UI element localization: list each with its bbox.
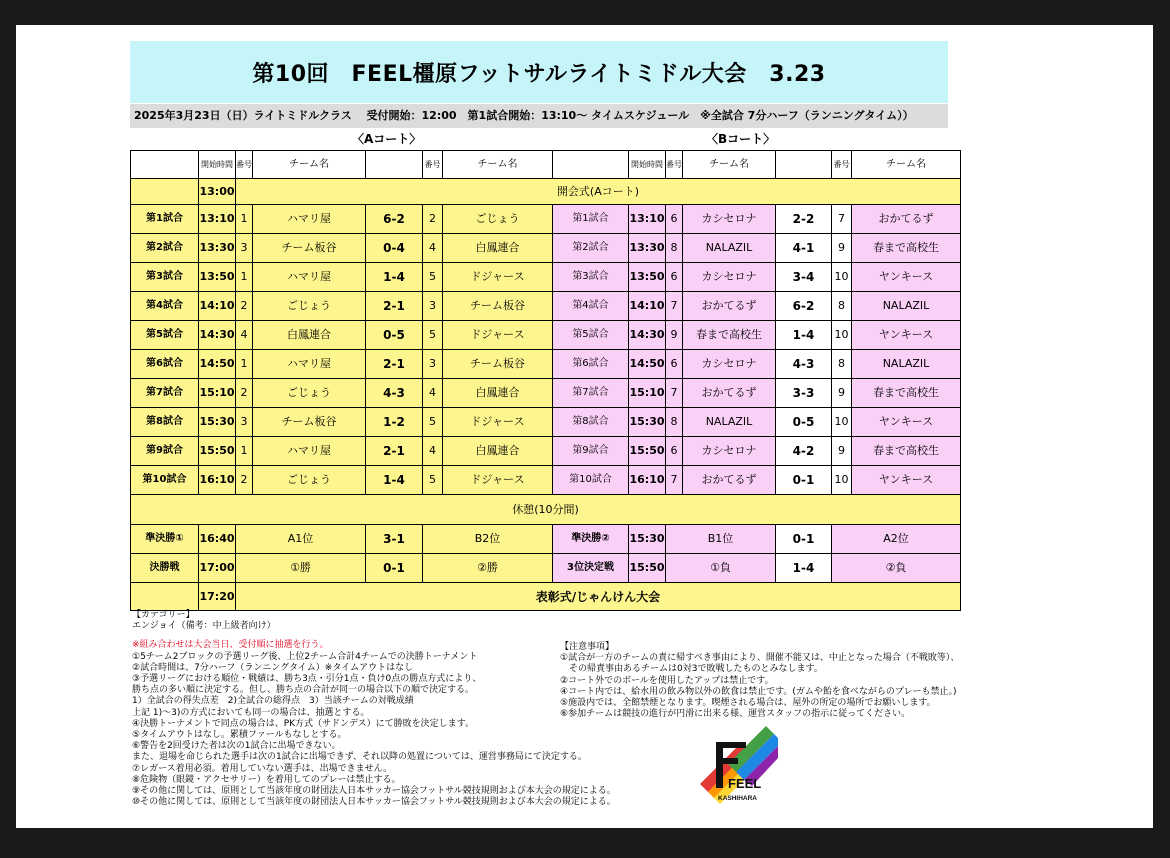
team-name: ドジャース [443, 466, 553, 495]
team-number: 4 [423, 437, 443, 466]
team-name: ハマリ屋 [253, 437, 366, 466]
team-number: 2 [236, 466, 253, 495]
header-team-name: チーム名 [852, 151, 961, 179]
team-name: カシセロナ [683, 205, 776, 234]
team-number: 6 [666, 263, 683, 292]
rule-line: ⑧危険物（眼鏡・アクセサリー）を着用してのプレーは禁止する。 [132, 774, 401, 785]
team-name: A2位 [832, 525, 961, 554]
rule-line: ⑩その他に関しては、原則として当該年度の財団法人日本サッカー協会フットサル競技規則および本大会の規定による。 [132, 797, 616, 808]
team-name: 白鳳連合 [443, 379, 553, 408]
match-label: 第6試合 [553, 350, 629, 379]
final-label: 準決勝① [131, 525, 199, 554]
rule-list [132, 651, 616, 809]
team-number: 10 [832, 321, 852, 350]
team-number: 5 [423, 321, 443, 350]
logo-letters: FEEL [728, 776, 762, 791]
team-number: 2 [423, 205, 443, 234]
match-label: 第2試合 [131, 234, 199, 263]
team-name: B2位 [423, 525, 553, 554]
rule-line: ⑦レガース着用必須。着用していない選手は、出場できません。 [132, 763, 393, 774]
team-name: 春まで高校生 [683, 321, 776, 350]
team-name: ハマリ屋 [253, 205, 366, 234]
team-name: NALAZIL [683, 234, 776, 263]
header-start-time: 開始時間 [629, 151, 666, 179]
note-line: ⑤施設内では、全館禁煙となります。喫煙される場合は、屋外の所定の場所でお願いします。 [560, 698, 936, 709]
header-score-blank [776, 151, 832, 179]
team-number: 1 [236, 205, 253, 234]
team-number: 3 [423, 350, 443, 379]
team-number: 8 [832, 350, 852, 379]
match-score: 2-1 [366, 437, 423, 466]
match-row [131, 437, 961, 466]
final-row [131, 525, 961, 554]
match-time: 15:50 [629, 437, 666, 466]
match-label: 第4試合 [131, 292, 199, 321]
match-score: 4-3 [776, 350, 832, 379]
match-time: 14:10 [199, 292, 236, 321]
match-label: 第1試合 [131, 205, 199, 234]
match-row [131, 263, 961, 292]
team-name: ヤンキース [852, 263, 961, 292]
team-number: 2 [236, 379, 253, 408]
match-time: 15:30 [199, 408, 236, 437]
court-b-heading: 〈Bコート〉 [706, 132, 776, 146]
match-label: 第7試合 [131, 379, 199, 408]
header-number: 番号 [423, 151, 443, 179]
award-time: 17:20 [199, 583, 236, 611]
team-name: 春まで高校生 [852, 379, 961, 408]
award-row [131, 583, 961, 611]
team-number: 10 [832, 408, 852, 437]
header-number: 番号 [666, 151, 683, 179]
team-number: 7 [666, 379, 683, 408]
match-time: 15:10 [199, 379, 236, 408]
match-label: 第9試合 [131, 437, 199, 466]
team-number: 9 [832, 234, 852, 263]
match-score: 3-1 [366, 525, 423, 554]
team-name: B1位 [666, 525, 776, 554]
match-time: 14:50 [199, 350, 236, 379]
category-value: エンジョイ（備考：中上級者向け） [132, 621, 276, 632]
team-name: ヤンキース [852, 466, 961, 495]
rule-line: ④決勝トーナメントで同点の場合は、PK方式（サドンデス）にて勝敗を決定します。 [132, 718, 474, 729]
team-name: ①負 [666, 554, 776, 583]
final-time: 17:00 [199, 554, 236, 583]
match-label: 第5試合 [553, 321, 629, 350]
team-name: A1位 [236, 525, 366, 554]
team-name: ごじょう [253, 379, 366, 408]
team-number: 7 [832, 205, 852, 234]
notes-heading: 【注意事項】 [560, 642, 615, 652]
team-number: 10 [832, 263, 852, 292]
opening-blank [131, 179, 199, 205]
match-score: 4-1 [776, 234, 832, 263]
note-line: ②コート外でのボールを使用したアップは禁止です。 [560, 675, 774, 686]
header-start-time: 開始時間 [199, 151, 236, 179]
header-blank [553, 151, 629, 179]
match-label: 第10試合 [131, 466, 199, 495]
award-ceremony: 表彰式/じゃんけん大会 [236, 583, 961, 611]
team-number: 3 [423, 292, 443, 321]
rule-line: ①5チーム2ブロックの予選リーグ後、上位2チーム合計4チームでの決勝トーナメント [132, 651, 478, 662]
team-number: 10 [832, 466, 852, 495]
match-label: 第4試合 [553, 292, 629, 321]
team-number: 6 [666, 437, 683, 466]
team-number: 9 [832, 379, 852, 408]
match-score: 2-1 [366, 350, 423, 379]
rule-line: 1）全試合の得失点差 2)全試合の総得点 3）当該チームの対戦成績 [132, 696, 414, 707]
team-name: ごじょう [253, 466, 366, 495]
rule-line: 勝ち点の多い順に決定する。但し、勝ち点の合計が同一の場合以下の順で決定する。 [132, 685, 475, 696]
final-rows [131, 525, 961, 583]
match-row [131, 234, 961, 263]
final-time: 15:30 [629, 525, 666, 554]
team-name: 白鳳連合 [253, 321, 366, 350]
team-name: チーム板谷 [253, 234, 366, 263]
match-time: 15:50 [199, 437, 236, 466]
match-row [131, 350, 961, 379]
match-row [131, 321, 961, 350]
team-name: おかてるず [852, 205, 961, 234]
header-blank [131, 151, 199, 179]
match-row [131, 408, 961, 437]
team-number: 6 [666, 205, 683, 234]
rule-line: ⑨その他に関しては、原則として当該年度の財団法人日本サッカー協会フットサル競技規則および本大会の規定による。 [132, 786, 616, 797]
match-label: 第3試合 [131, 263, 199, 292]
team-name: NALAZIL [852, 292, 961, 321]
match-row [131, 292, 961, 321]
match-label: 第10試合 [553, 466, 629, 495]
team-name: ヤンキース [852, 321, 961, 350]
team-name: NALAZIL [852, 350, 961, 379]
rule-line: 上記 1)～3)の方式においても同一の場合は、抽選とする。 [132, 707, 370, 718]
header-team-name: チーム名 [443, 151, 553, 179]
team-name: ドジャース [443, 321, 553, 350]
match-row [131, 379, 961, 408]
team-name: おかてるず [683, 292, 776, 321]
page-title: 第10回 FEEL橿原フットサルライトミドル大会 3.23 [130, 41, 948, 103]
team-number: 9 [666, 321, 683, 350]
team-name: ②勝 [423, 554, 553, 583]
team-number: 1 [236, 350, 253, 379]
table-header-row [131, 151, 961, 179]
match-label: 第3試合 [553, 263, 629, 292]
match-score: 2-2 [776, 205, 832, 234]
match-time: 13:10 [629, 205, 666, 234]
team-name: ドジャース [443, 263, 553, 292]
match-score: 6-2 [776, 292, 832, 321]
team-name: 白鳳連合 [443, 437, 553, 466]
award-blank [131, 583, 199, 611]
match-row [131, 466, 961, 495]
rule-line: また、退場を命じられた選手は次の1試合に出場できず、それ以降の処置については、運営事務局にて決定する。 [132, 752, 587, 763]
rule-line: ⑥警告を2回受けた者は次の1試合に出場できない。 [132, 741, 341, 752]
header-team-name: チーム名 [683, 151, 776, 179]
match-label: 第7試合 [553, 379, 629, 408]
match-score: 1-4 [366, 466, 423, 495]
match-score: 6-2 [366, 205, 423, 234]
header-score-blank [366, 151, 423, 179]
match-time: 13:30 [199, 234, 236, 263]
note-line: ④コート内では、給水用の飲み物以外の飲食は禁止です。(ガムや飴を食べながらのプレーも禁止。) [560, 686, 957, 697]
match-score: 4-3 [366, 379, 423, 408]
rule-line: ②試合時間は、7分ハーフ（ランニングタイム）※タイムアウトはなし [132, 662, 414, 673]
team-number: 7 [666, 292, 683, 321]
team-name: ごじょう [253, 292, 366, 321]
team-name: ハマリ屋 [253, 263, 366, 292]
opening-time: 13:00 [199, 179, 236, 205]
team-name: チーム板谷 [253, 408, 366, 437]
team-number: 8 [832, 292, 852, 321]
final-label: 決勝戦 [131, 554, 199, 583]
team-number: 4 [423, 234, 443, 263]
match-label: 第8試合 [553, 408, 629, 437]
match-label: 第8試合 [131, 408, 199, 437]
match-time: 14:10 [629, 292, 666, 321]
header-number: 番号 [236, 151, 253, 179]
match-score: 0-1 [776, 525, 832, 554]
note-line: ⑥参加チームは競技の進行が円滑に出来る様、運営スタッフの指示に従ってください。 [560, 709, 911, 720]
match-time: 13:50 [629, 263, 666, 292]
match-label: 第2試合 [553, 234, 629, 263]
team-name: ごじょう [443, 205, 553, 234]
match-rows [131, 205, 961, 495]
final-time: 16:40 [199, 525, 236, 554]
team-name: ハマリ屋 [253, 350, 366, 379]
team-number: 3 [236, 408, 253, 437]
match-score: 1-4 [776, 554, 832, 583]
header-team-name: チーム名 [253, 151, 366, 179]
header-number: 番号 [832, 151, 852, 179]
team-number: 4 [423, 379, 443, 408]
schedule-table [130, 150, 961, 611]
match-score: 2-1 [366, 292, 423, 321]
opening-row [131, 179, 961, 205]
team-number: 1 [236, 437, 253, 466]
match-score: 0-5 [366, 321, 423, 350]
team-number: 2 [236, 292, 253, 321]
match-score: 3-4 [776, 263, 832, 292]
schedule-subtitle: 2025年3月23日（日）ライトミドルクラス 受付開始：12:00 第1試合開始：13:10～ タイムスケジュール ※全試合 7分ハーフ（ランニングタイム）） [130, 104, 948, 128]
match-score: 1-4 [366, 263, 423, 292]
final-row [131, 554, 961, 583]
opening-ceremony: 開会式(Aコート) [236, 179, 961, 205]
break-label: 休憩(10分間) [131, 495, 961, 525]
match-time: 13:10 [199, 205, 236, 234]
match-time: 13:30 [629, 234, 666, 263]
team-name: ①勝 [236, 554, 366, 583]
team-number: 3 [236, 234, 253, 263]
match-score: 0-4 [366, 234, 423, 263]
court-a-heading: 〈Aコート〉 [352, 132, 422, 146]
team-name: カシセロナ [683, 437, 776, 466]
team-name: カシセロナ [683, 350, 776, 379]
match-label: 第1試合 [553, 205, 629, 234]
team-name: ②負 [832, 554, 961, 583]
match-time: 14:30 [199, 321, 236, 350]
match-time: 14:30 [629, 321, 666, 350]
match-time: 16:10 [199, 466, 236, 495]
team-number: 8 [666, 408, 683, 437]
team-name: おかてるず [683, 379, 776, 408]
team-name: 春まで高校生 [852, 234, 961, 263]
team-number: 4 [236, 321, 253, 350]
break-row [131, 495, 961, 525]
category-heading: 【カテゴリー】 [132, 610, 195, 620]
team-name: NALAZIL [683, 408, 776, 437]
team-number: 1 [236, 263, 253, 292]
team-name: カシセロナ [683, 263, 776, 292]
match-score: 4-2 [776, 437, 832, 466]
match-score: 3-3 [776, 379, 832, 408]
match-score: 0-1 [776, 466, 832, 495]
match-time: 15:10 [629, 379, 666, 408]
feel-kashihara-logo [700, 724, 778, 804]
rule-line: ⑤タイムアウトはなし。累積ファールもなしとする。 [132, 730, 347, 741]
final-label: 準決勝② [553, 525, 629, 554]
match-score: 0-5 [776, 408, 832, 437]
team-number: 7 [666, 466, 683, 495]
rule-line: ③予選リーグにおける順位・戦績は、勝ち3点・引分1点・負け0点の勝点方式により、 [132, 674, 482, 685]
team-number: 5 [423, 466, 443, 495]
draw-warning: ※組み合わせは大会当日、受付順に抽選を行う。 [132, 640, 329, 651]
logo-subtext: KASHIHARA [718, 795, 757, 802]
team-name: チーム板谷 [443, 350, 553, 379]
match-time: 13:50 [199, 263, 236, 292]
match-time: 15:30 [629, 408, 666, 437]
note-line: ①試合が一方のチームの責に帰すべき事由により、開催不能又は、中止となった場合（不戦敗等）、 [560, 653, 960, 664]
team-number: 8 [666, 234, 683, 263]
match-score: 1-4 [776, 321, 832, 350]
team-name: ドジャース [443, 408, 553, 437]
team-number: 5 [423, 263, 443, 292]
match-label: 第9試合 [553, 437, 629, 466]
note-line: その帰責事由あるチームは0対3で敗戦したものとみなします。 [560, 664, 823, 675]
match-label: 第5試合 [131, 321, 199, 350]
final-time: 15:50 [629, 554, 666, 583]
final-label: 3位決定戦 [553, 554, 629, 583]
team-number: 5 [423, 408, 443, 437]
team-name: おかてるず [683, 466, 776, 495]
match-row [131, 205, 961, 234]
team-name: ヤンキース [852, 408, 961, 437]
team-name: 春まで高校生 [852, 437, 961, 466]
match-score: 1-2 [366, 408, 423, 437]
team-number: 6 [666, 350, 683, 379]
team-number: 9 [832, 437, 852, 466]
team-name: 白鳳連合 [443, 234, 553, 263]
notes-section [560, 642, 1030, 720]
match-time: 14:50 [629, 350, 666, 379]
match-time: 16:10 [629, 466, 666, 495]
team-name: チーム板谷 [443, 292, 553, 321]
note-list [560, 653, 1030, 720]
match-label: 第6試合 [131, 350, 199, 379]
match-score: 0-1 [366, 554, 423, 583]
